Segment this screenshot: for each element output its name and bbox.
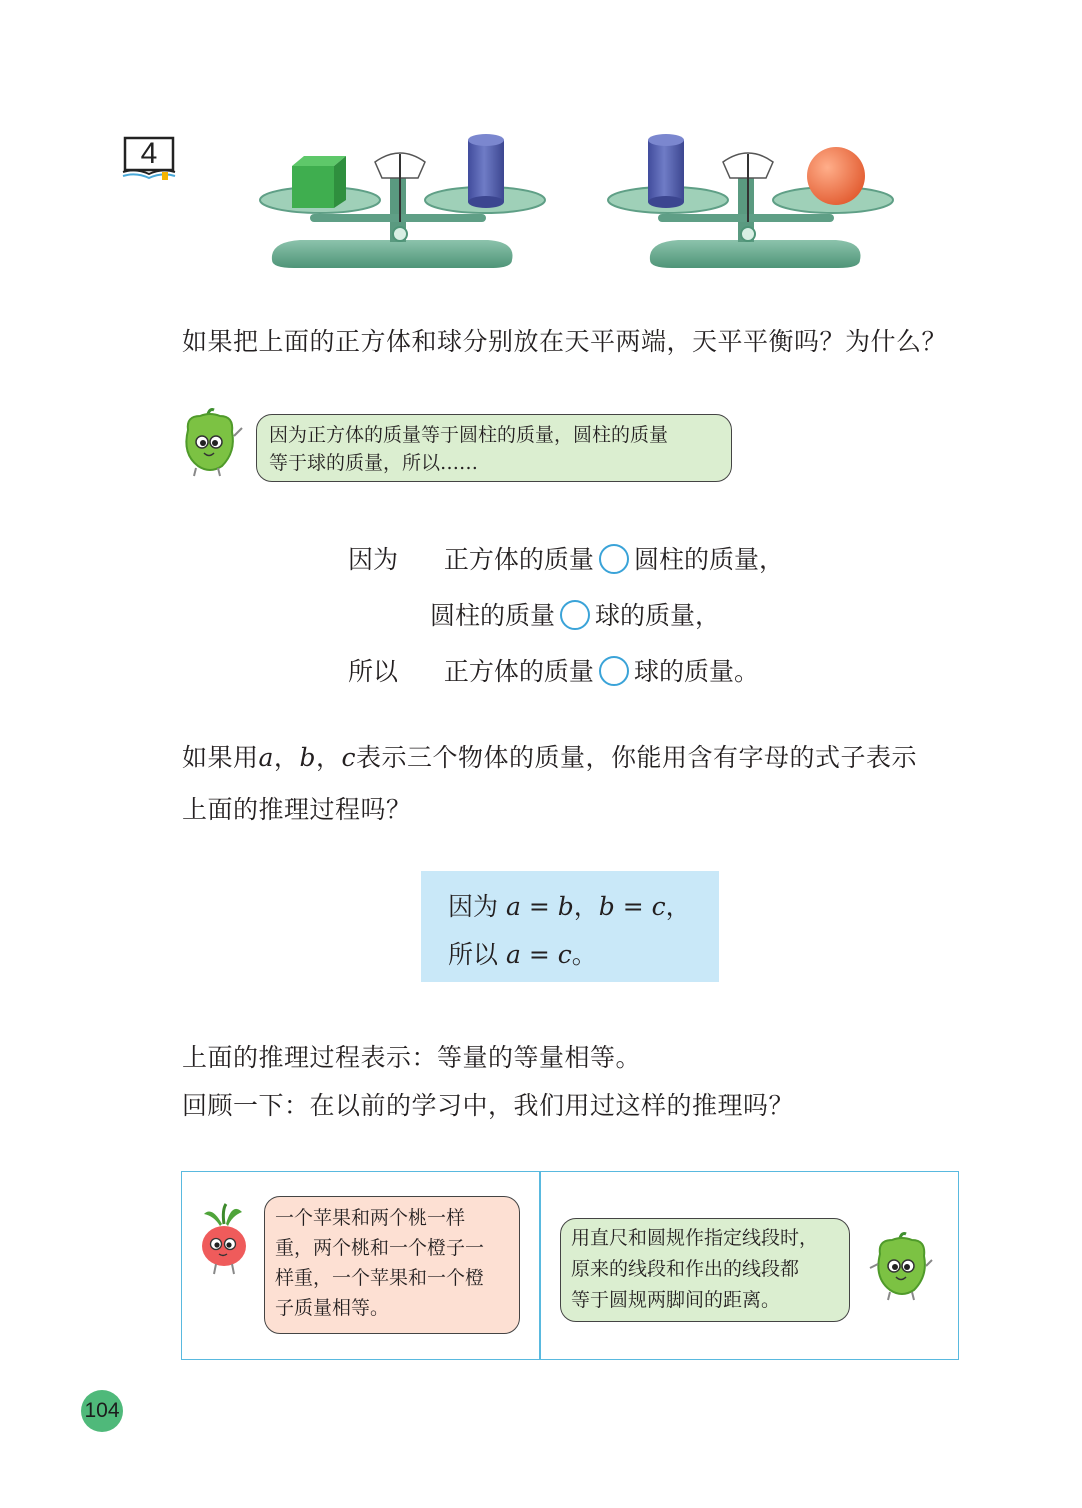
review-text: 回顾一下：在以前的学习中，我们用过这样的推理吗？ [182, 1091, 795, 1120]
separator: ， [665, 892, 691, 921]
green-pepper-character-icon [178, 408, 244, 478]
separator: ， [273, 743, 300, 772]
formula-row-2 [448, 935, 597, 971]
example-line: 等于圆规两脚间的距离。 [571, 1289, 781, 1311]
equals-sign: = [528, 892, 550, 921]
question-2-line-1 [182, 738, 917, 774]
reasoning-row-2 [430, 596, 720, 633]
so-label: 所以 [348, 657, 399, 686]
ball-mass-label: 球的质量， [595, 601, 721, 630]
example-line: 一个苹果和两个桃一样 [275, 1207, 466, 1229]
example-line: 重，两个桃和一个橙子一 [275, 1237, 485, 1259]
scale-cylinder-vs-ball [608, 134, 893, 268]
cylinder [648, 134, 684, 208]
equals-sign: = [528, 940, 550, 969]
q2-text: 表示三个物体的质量，你能用含有字母的式子表示 [355, 743, 917, 772]
reasoning-row-1 [348, 540, 784, 577]
example-line: 原来的线段和作出的线段都 [571, 1258, 800, 1280]
question-2-line-2: 上面的推理过程吗？ [182, 795, 412, 824]
problem-number-badge [122, 136, 176, 180]
reasoning-row-3 [348, 652, 759, 689]
cylinder-mass-label: 圆柱的质量 [430, 601, 556, 630]
problem-number: 4 [140, 137, 158, 170]
radish-character-icon [196, 1202, 252, 1282]
because-label: 因为 [348, 545, 399, 574]
formula-row-1 [448, 887, 691, 923]
cylinder [468, 134, 504, 208]
example-line: 用直尺和圆规作指定线段时， [571, 1227, 819, 1249]
hint-line-1: 因为正方体的质量等于圆柱的质量，圆柱的质量 [269, 424, 669, 446]
separator: ， [315, 743, 342, 772]
question-text: 如果把上面的正方体和球分别放在天平两端，天平平衡吗？为什么？ [182, 327, 948, 356]
var-a: a [505, 892, 521, 921]
cube-mass-label: 正方体的质量 [443, 657, 594, 686]
period: 。 [571, 940, 597, 969]
answer-circle-2[interactable] [560, 600, 590, 630]
balance-scales-illustration [250, 130, 910, 275]
green-pepper-character-icon [866, 1230, 936, 1304]
apple-example-bubble [264, 1196, 520, 1334]
var-c: c [341, 743, 356, 772]
var-c: c [557, 940, 572, 969]
hint-speech-bubble [256, 414, 732, 482]
var-b: b [598, 892, 615, 921]
ruler-example-bubble [560, 1218, 850, 1322]
ball [807, 147, 865, 205]
cube [292, 156, 346, 208]
hint-line-2: 等于球的质量，所以…… [269, 452, 479, 474]
var-b: b [299, 743, 316, 772]
ball-mass-label: 球的质量。 [633, 657, 759, 686]
q2-text: 如果用 [182, 743, 259, 772]
var-a: a [258, 743, 274, 772]
conclusion-text: 上面的推理过程表示：等量的等量相等。 [182, 1043, 642, 1072]
table-divider [539, 1172, 541, 1359]
so-label: 所以 [448, 940, 499, 969]
scale-cube-vs-cylinder [260, 134, 545, 268]
var-a: a [505, 940, 521, 969]
var-c: c [651, 892, 666, 921]
cylinder-mass-label: 圆柱的质量， [633, 545, 784, 574]
separator: ， [573, 892, 599, 921]
because-label: 因为 [448, 892, 499, 921]
examples-table [181, 1171, 959, 1360]
cube-mass-label: 正方体的质量 [443, 545, 594, 574]
example-line: 子质量相等。 [275, 1297, 390, 1319]
equals-sign: = [622, 892, 644, 921]
page-number: 104 [81, 1390, 123, 1432]
var-b: b [557, 892, 574, 921]
example-line: 样重，一个苹果和一个橙 [275, 1267, 485, 1289]
formula-box [421, 871, 719, 982]
answer-circle-3[interactable] [599, 656, 629, 686]
answer-circle-1[interactable] [599, 544, 629, 574]
